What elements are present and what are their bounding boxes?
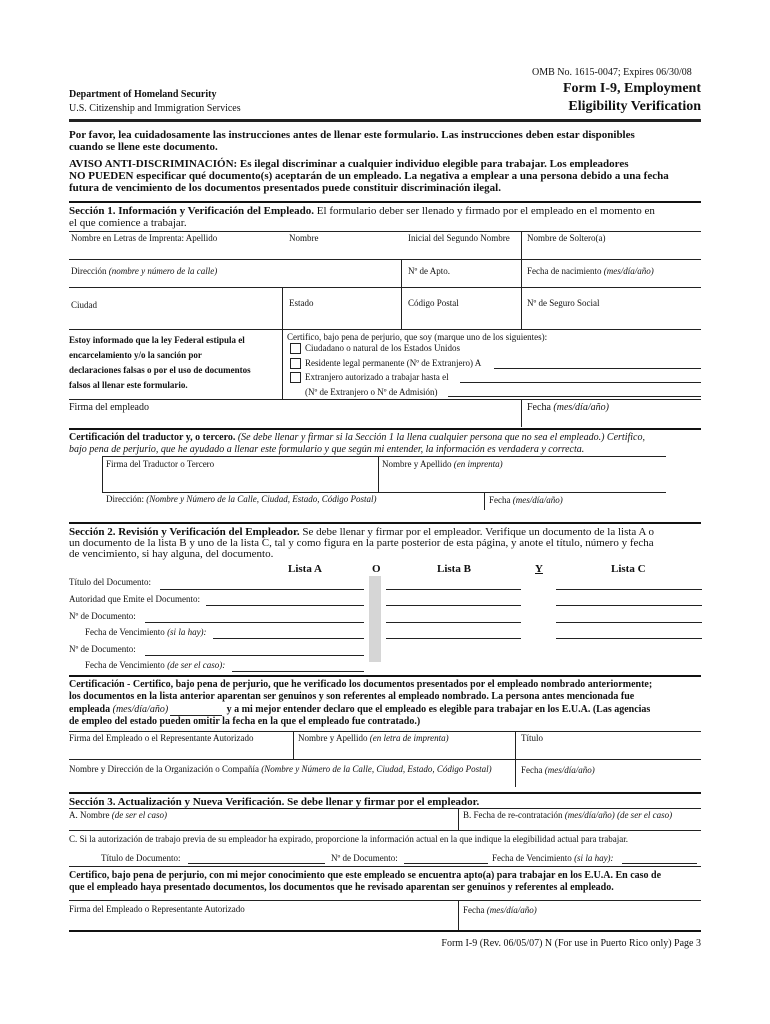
form-title-line-2: Eligibility Verification [568,99,701,114]
col-divider [282,329,283,399]
translator-name-input[interactable] [380,471,665,491]
row-rule [102,456,666,457]
separator-shade [369,576,381,662]
translator-address-input[interactable] [104,505,482,517]
employer-date-hint: (mes/día/año) [542,765,595,775]
alien-authorized-option-label: Extranjero autorizado a trabajar hasta el [305,372,449,382]
intro-line-1: Por favor, lea cuidadosamente las instrucciones antes de llenar este formulario. Las instrucciones deben estar disponibles [69,129,635,141]
expiry-text: Fecha de Vencimiento [85,627,165,637]
employer-name-label [298,733,449,743]
row-rule [69,759,701,760]
employer-cert-line-2: los documentos en la lista anterior aparentan ser genuinos y son referentes al empleado nombrado. La persona antes mencionada fue [69,691,635,702]
list-b-doc-number-input[interactable] [386,622,521,623]
section2-desc-3: de vencimiento, si hay alguna, del documento. [69,548,274,560]
s3-doc-number-input[interactable] [404,863,488,864]
doc-number-2-label: Nº de Documento: [69,644,136,654]
employer-cert-line-4: de empleo del estado pueden omitir la fecha en la que el empleado fue contratado.) [69,716,421,727]
employer-cert-line-3 [69,704,650,716]
translator-address-text: Dirección: [106,494,144,504]
hire-date-input[interactable] [170,704,222,716]
address-label-text: Dirección [71,266,107,276]
translator-name-hint: (en imprenta) [451,459,503,469]
bottom-rule [69,930,701,932]
s3-doc-title-label: Título de Documento: [101,853,181,863]
address-label [71,266,217,276]
rehire-date-hint: (mes/día/año) (de ser el caso) [562,810,673,820]
last-name-label: Nombre en Letras de Imprenta: Apellido [71,233,218,243]
issuer-label: Autoridad que Emite el Documento: [69,594,200,604]
rehire-date-input[interactable] [460,820,701,829]
translator-signature-input[interactable] [104,471,376,491]
apt-label: Nº de Apto. [408,266,451,276]
employer-date-input[interactable] [517,776,701,786]
doc-title-label: Título del Documento: [69,577,151,587]
doc-number-label: Nº de Documento: [69,611,136,621]
maiden-name-label: Nombre de Soltero(a) [527,233,606,243]
zip-input[interactable] [403,312,519,328]
list-a-issuer-input[interactable] [206,605,364,606]
row-rule [69,231,701,232]
s3-signature-label: Firma del Empleado o Representante Autorizado [69,904,245,914]
intro-line-2: cuando se llene este documento. [69,141,218,153]
employer-signature-input[interactable] [69,745,291,758]
awareness-line-4: falsos al llenar este formulario. [69,380,188,390]
col-divider [521,259,522,287]
rehire-date-label [463,810,672,820]
organization-hint: (Nombre y Número de la Calle, Ciudad, Estado, Código Postal) [259,764,492,774]
omb-number: OMB No. 1615-0047; Expires 06/30/08 [532,67,692,78]
row-rule [102,492,666,493]
col-divider [458,900,459,930]
s3-cert-line-2: que el empleado haya presentado documentos, los documentos que he revisado aparentan ser genuinos y referentes al empleado. [69,882,614,893]
employee-signature-label: Firma del empleado [69,402,149,413]
permanent-resident-checkbox[interactable] [290,358,301,369]
expiry-2-text: Fecha de Vencimiento [85,660,165,670]
employer-date-label [521,765,595,775]
row-rule [69,830,701,831]
expiry-label [85,627,207,637]
row-rule [69,399,701,400]
col-divider [521,287,522,329]
list-b-header: Lista B [437,563,471,575]
footer-text: Form I-9 (Rev. 06/05/07) N (For use in Puerto Rico only) Page 3 [441,938,701,949]
s3-expiry-input[interactable] [622,863,697,864]
awareness-line-3: declaraciones falsas o por el uso de documentos [69,365,251,375]
middle-initial-label: Inicial del Segundo Nombre [408,233,510,243]
anti-discrimination-line-3: futura de vencimiento de los documentos presentados puede constituir discriminación ilegal. [69,182,501,194]
section1-desc-2: el que comience a trabajar. [69,217,187,229]
translator-title: Certificación del traductor y, o tercero. [69,432,236,443]
permanent-resident-option-label: Residente legal permanente (Nº de Extranjero) A [305,358,482,368]
department-name: Department of Homeland Security [69,89,217,100]
translator-rule [69,428,701,430]
list-b-expiry-input[interactable] [386,638,521,639]
organization-label [69,764,492,774]
translator-desc-2: bajo pena de perjurio, que he ayudado a llenar este formulario y que según mi entender, la información es verdadera y correcta. [69,444,585,455]
employer-name-text: Nombre y Apellido [298,733,368,743]
last-first-middle-input[interactable] [69,246,519,258]
new-name-text: A. Nombre [69,810,110,820]
translator-date-text: Fecha [489,495,511,505]
employee-signature-input[interactable] [69,414,519,426]
row-rule [69,329,701,330]
col-divider [102,456,103,492]
row-rule [69,866,701,867]
s3-cert-line-1: Certifico, bajo pena de perjurio, con mi mejor conocimiento que este empleado se encuentra apto(a) para trabajar en los E.U.A. En caso de [69,870,662,881]
translator-address-hint: (Nombre y Número de la Calle, Ciudad, Estado, Código Postal) [143,494,377,504]
s3-date-input[interactable] [460,916,701,929]
row-rule [69,259,701,260]
address-hint: (nombre y número de la calle) [106,266,218,276]
col-divider [515,759,516,787]
col-divider [521,399,522,427]
employer-signature-label: Firma del Empleado o el Representante Autorizado [69,733,254,743]
section2-title: Sección 2. Revisión y Verificación del Empleador. [69,526,300,538]
employer-name-input[interactable] [295,745,513,758]
list-c-expiry-input[interactable] [556,638,702,639]
list-a-header: Lista A [288,563,322,575]
maiden-name-input[interactable] [523,246,699,258]
citizen-checkbox[interactable] [290,343,301,354]
list-c-issuer-input[interactable] [556,605,702,606]
col-divider [378,456,379,492]
anti-discrimination-line-1: AVISO ANTI-DISCRIMINACIÓN: Es ilegal discriminar a cualquier individuo elegible para trabajar. Los empleadores [69,158,629,170]
attestation-label: Certifico, bajo pena de perjurio, que soy (marque uno de los siguientes): [287,332,548,342]
s3-signature-input[interactable] [69,916,456,929]
s3-expiry-label [492,853,614,863]
city-input[interactable] [69,312,280,328]
employer-title-input[interactable] [517,745,701,758]
admission-number-input[interactable] [448,396,701,397]
s3-date-text: Fecha [463,905,485,915]
employee-date-hint: (mes/día/año) [550,402,609,413]
anti-discrimination-line-2: NO PUEDEN especificar qué documento(s) aceptarán de un empleado. La negativa a emplear a una persona debido a una fecha [69,170,669,182]
col-divider [521,231,522,259]
section1-desc-1: El formulario deber ser llenado y firmado por el empleado en el momento en [314,205,655,217]
translator-desc-1: (Se debe llenar y firmar si la Sección 1 la llena cualquier persona que no sea el empleado.) Certifico, [235,432,645,443]
employer-cert-3c: y a mi mejor entender declaro que el empleado es elegible para trabajar en los E.U.A. (Las agencias [224,704,651,715]
header-rule [69,119,701,122]
col-divider [401,259,402,287]
alien-authorized-checkbox[interactable] [290,372,301,383]
list-c-doc-number-input[interactable] [556,622,702,623]
new-name-label [69,810,167,820]
employer-cert-line-1: Certificación - Certifico, bajo pena de perjurio, que he verificado los documentos presentados por el empleado nombrado anteriormente; [69,679,653,690]
list-b-issuer-input[interactable] [386,605,521,606]
translator-date-label [489,495,563,505]
translator-name-label [382,459,503,469]
employer-date-text: Fecha [521,765,543,775]
employee-date-text: Fecha [527,402,551,413]
state-label: Estado [289,298,314,308]
dob-hint: (mes/día/año) [601,266,654,276]
expiry-hint: (si la hay): [164,627,207,637]
row-rule [69,900,701,901]
s3-date-label [463,905,537,915]
employer-name-hint: (en letra de imprenta) [367,733,449,743]
dob-label [527,266,654,276]
list-a-expiry-2-input[interactable] [232,671,364,672]
organization-input[interactable] [69,776,513,786]
zip-label: Código Postal [408,298,459,308]
col-divider [293,731,294,759]
employer-cert-3b: (mes/día/año) [112,704,169,715]
section2-rule [69,522,701,524]
list-b-doc-title-input[interactable] [386,589,521,590]
list-a-doc-title-input[interactable] [160,589,364,590]
translator-date-hint: (mes/día/año) [510,495,563,505]
ssn-label: Nº de Seguro Social [527,298,600,308]
s3-expiry-text: Fecha de Vencimiento [492,853,575,863]
expiry-2-hint: (de ser el caso): [164,660,226,670]
translator-address-label [106,494,377,504]
row-rule [69,731,701,732]
col-divider [282,287,283,329]
expiry-2-label [85,660,225,670]
first-name-label: Nombre [289,233,319,243]
translator-signature-label: Firma del Traductor o Tercero [106,459,215,469]
section3-rule [69,792,701,794]
translator-date-input[interactable] [486,505,666,517]
employee-date-input[interactable] [523,414,699,426]
alien-number-input[interactable] [494,368,701,369]
section1-title: Sección 1. Información y Verificación del Empleado. [69,205,315,217]
row-rule [69,287,701,288]
s3-doc-number-label: Nº de Documento: [331,853,398,863]
state-input[interactable] [284,312,399,328]
list-a-doc-number-2-input[interactable] [145,655,364,656]
translator-name-text: Nombre y Apellido [382,459,452,469]
s3-doc-title-input[interactable] [188,863,325,864]
col-divider [515,731,516,759]
col-divider [401,287,402,329]
or-header: O [372,563,381,575]
agency-name: U.S. Citizenship and Immigration Services [69,103,241,114]
apt-input[interactable] [403,278,519,287]
employer-title-label: Título [521,733,543,743]
alien-admission-number-label: (Nº de Extranjero o Nº de Admisión) [305,387,438,397]
s3-date-hint: (mes/día/año) [484,905,537,915]
col-divider [458,808,459,830]
new-name-hint: (de ser el caso) [109,810,167,820]
section1-heading [69,205,655,217]
section3-title: Sección 3. Actualización y Nueva Verificación. Se debe llenar y firmar por el empleador. [69,796,480,808]
list-c-doc-title-input[interactable] [556,589,702,590]
section2-desc-1: Se debe llenar y firmar por el empleador. Verifique un documento de la lista A o [299,526,655,538]
ssn-input[interactable] [523,312,699,328]
col-divider [484,492,485,510]
list-a-doc-number-input[interactable] [145,622,364,623]
section1-rule [69,201,701,203]
form-title-line-1: Form I-9, Employment [562,81,701,96]
dob-label-text: Fecha de nacimiento [527,266,602,276]
s3-expiry-hint: (si la hay): [574,853,614,863]
citizen-option-label: Ciudadano o natural de los Estados Unidos [305,343,460,353]
authorized-until-input[interactable] [460,382,701,383]
organization-text: Nombre y Dirección de la Organización o Compañía [69,764,260,774]
reverification-instructions: C. Si la autorización de trabajo previa de su empleador ha expirado, proporcione la información actual en la que indique la elegibilidad actual para trabajar. [69,834,629,844]
list-c-header: Lista C [611,563,646,575]
employer-cert-3a: empleada [69,704,113,715]
list-a-expiry-input[interactable] [213,638,364,639]
employee-date-label [527,402,609,413]
city-label: Ciudad [71,300,97,310]
dob-input[interactable] [523,278,699,287]
certification-rule [69,675,701,677]
address-input[interactable] [69,278,399,287]
section2-desc-2: un documento de la lista B y uno de la lista C, tal y como figura en la parte posterior de esta página, y anote el título, número y fecha [69,537,654,549]
row-rule [69,808,701,809]
translator-heading [69,432,645,443]
awareness-line-2: encarcelamiento y/o la sanción por [69,350,202,360]
new-name-input[interactable] [69,820,456,829]
awareness-line-1: Estoy informado que la ley Federal estipula el [69,335,245,345]
and-header: Y [535,563,543,575]
rehire-date-text: B. Fecha de re-contratación [463,810,563,820]
